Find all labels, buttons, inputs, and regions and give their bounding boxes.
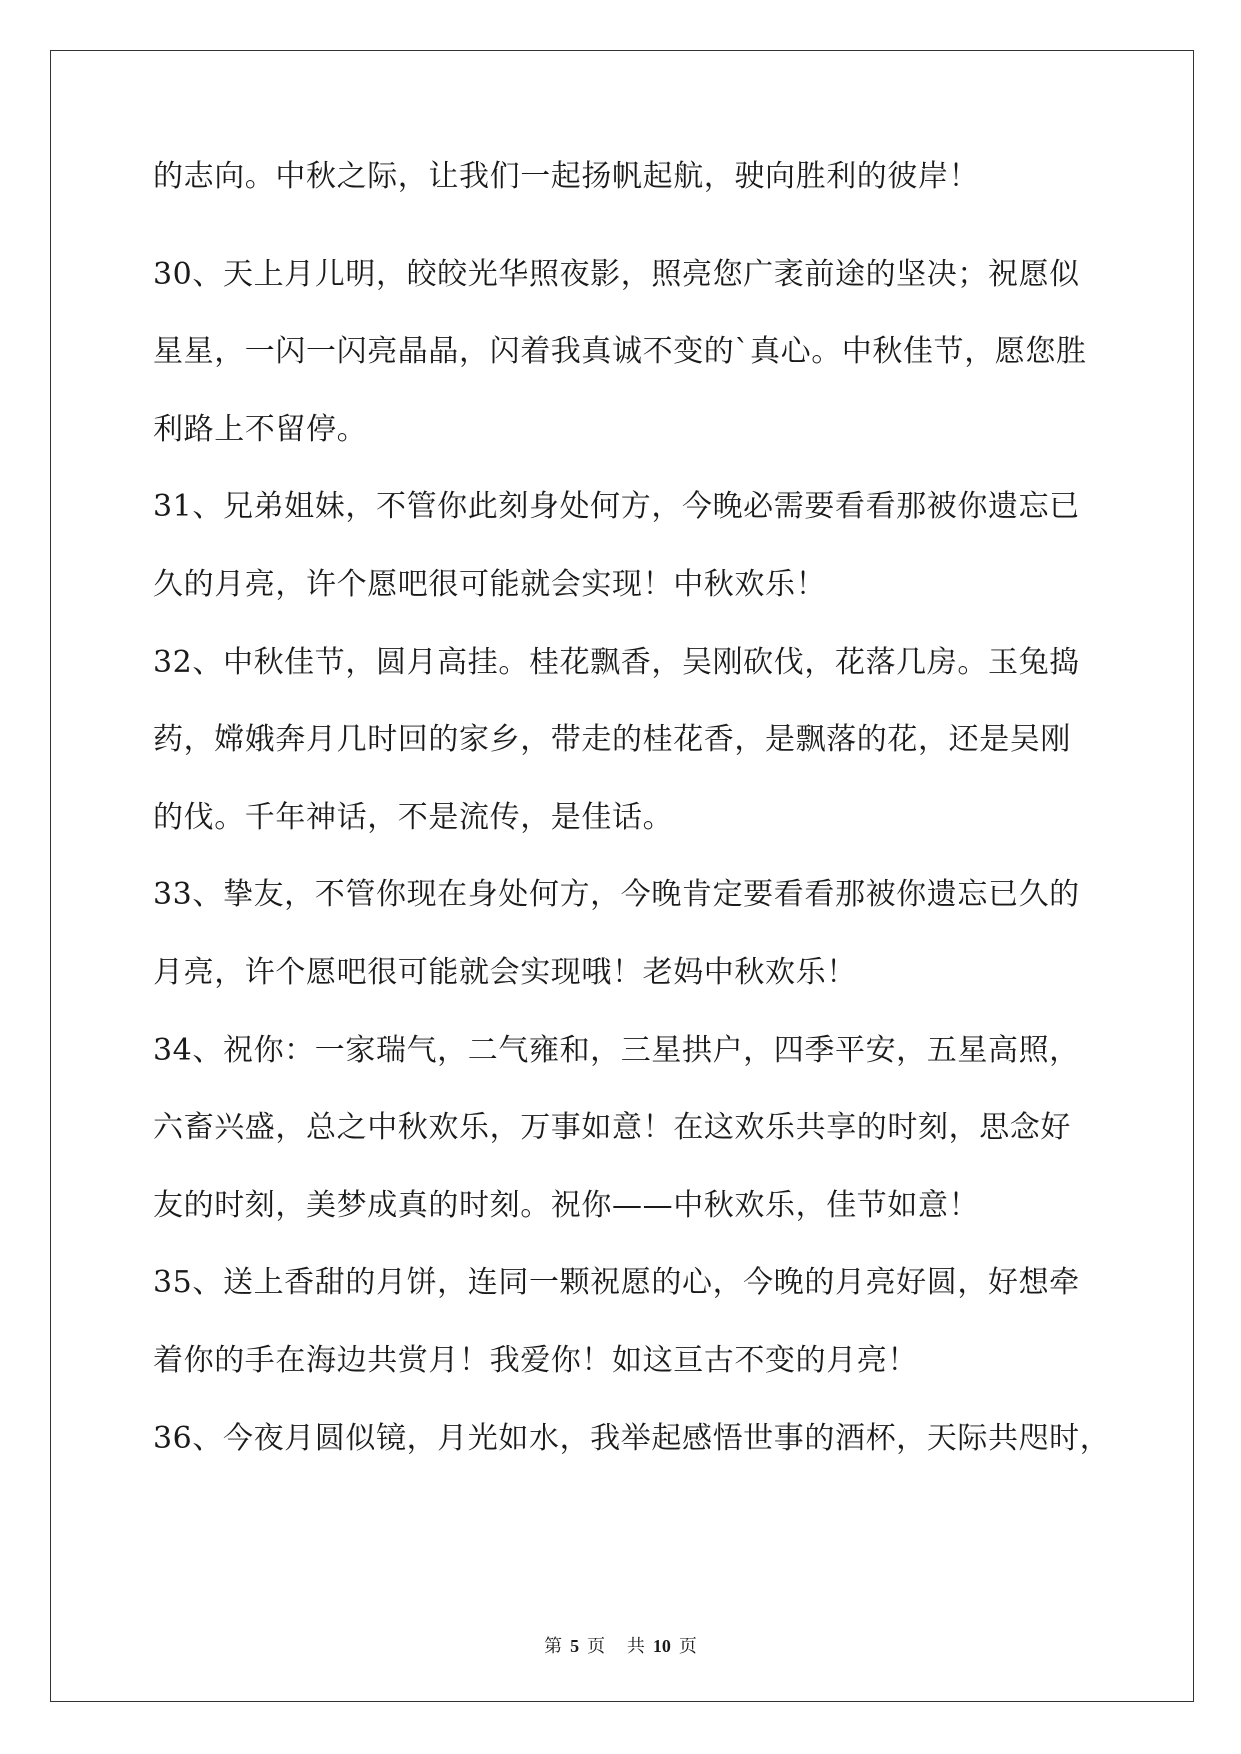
total-indicator xyxy=(623,1636,701,1657)
total-page-number: 10 xyxy=(652,1636,671,1656)
document-body xyxy=(153,158,1111,1477)
text-line: 利路上不留停。 xyxy=(153,411,368,447)
current-page-number: 5 xyxy=(570,1636,580,1656)
total-word: 页 xyxy=(678,1636,697,1657)
text-line: 32、中秋佳节，圆月高挂。桂花飘香，吴刚砍伐，花落几房。玉兔捣 xyxy=(153,644,1080,680)
total-prefix: 共 xyxy=(626,1636,645,1657)
page-prefix: 第 xyxy=(544,1636,563,1657)
text-line: 星星，一闪一闪亮晶晶，闪着我真诚不变的`真心。中秋佳节，愿您胜 xyxy=(153,334,1087,370)
text-line: 34、祝你：一家瑞气，二气雍和，三星拱户，四季平安，五星高照， xyxy=(153,1032,1080,1068)
page-footer xyxy=(0,1632,1241,1658)
text-line: 33、挚友，不管你现在身处何方，今晚肯定要看看那被你遗忘已久的 xyxy=(153,877,1080,913)
text-line: 36、今夜月圆似镜，月光如水，我举起感悟世事的酒杯，天际共咫时， xyxy=(153,1420,1111,1456)
text-line: 35、送上香甜的月饼，连同一颗祝愿的心，今晚的月亮好圆，好想牵 xyxy=(153,1265,1080,1301)
text-line: 30、天上月儿明，皎皎光华照夜影，照亮您广袤前途的坚决；祝愿似 xyxy=(153,256,1080,292)
text-line: 久的月亮，许个愿吧很可能就会实现！中秋欢乐！ xyxy=(153,566,827,602)
page-indicator xyxy=(540,1636,609,1657)
text-line: 着你的手在海边共赏月！我爱你！如这亘古不变的月亮！ xyxy=(153,1342,918,1378)
text-line: 的伐。千年神话，不是流传，是佳话。 xyxy=(153,799,674,835)
text-line: 友的时刻，美梦成真的时刻。祝你——中秋欢乐，佳节如意！ xyxy=(153,1187,980,1223)
text-line: 31、兄弟姐妹，不管你此刻身处何方，今晚必需要看看那被你遗忘已 xyxy=(153,489,1080,525)
text-line: 药，嫦娥奔月几时回的家乡，带走的桂花香，是飘落的花，还是吴刚 xyxy=(153,722,1071,758)
text-line: 的志向。中秋之际，让我们一起扬帆起航，驶向胜利的彼岸！ xyxy=(153,159,980,194)
page-word: 页 xyxy=(587,1636,606,1657)
text-line: 六畜兴盛，总之中秋欢乐，万事如意！在这欢乐共享的时刻，思念好 xyxy=(153,1110,1071,1146)
text-line: 月亮，许个愿吧很可能就会实现哦！老妈中秋欢乐！ xyxy=(153,954,857,990)
